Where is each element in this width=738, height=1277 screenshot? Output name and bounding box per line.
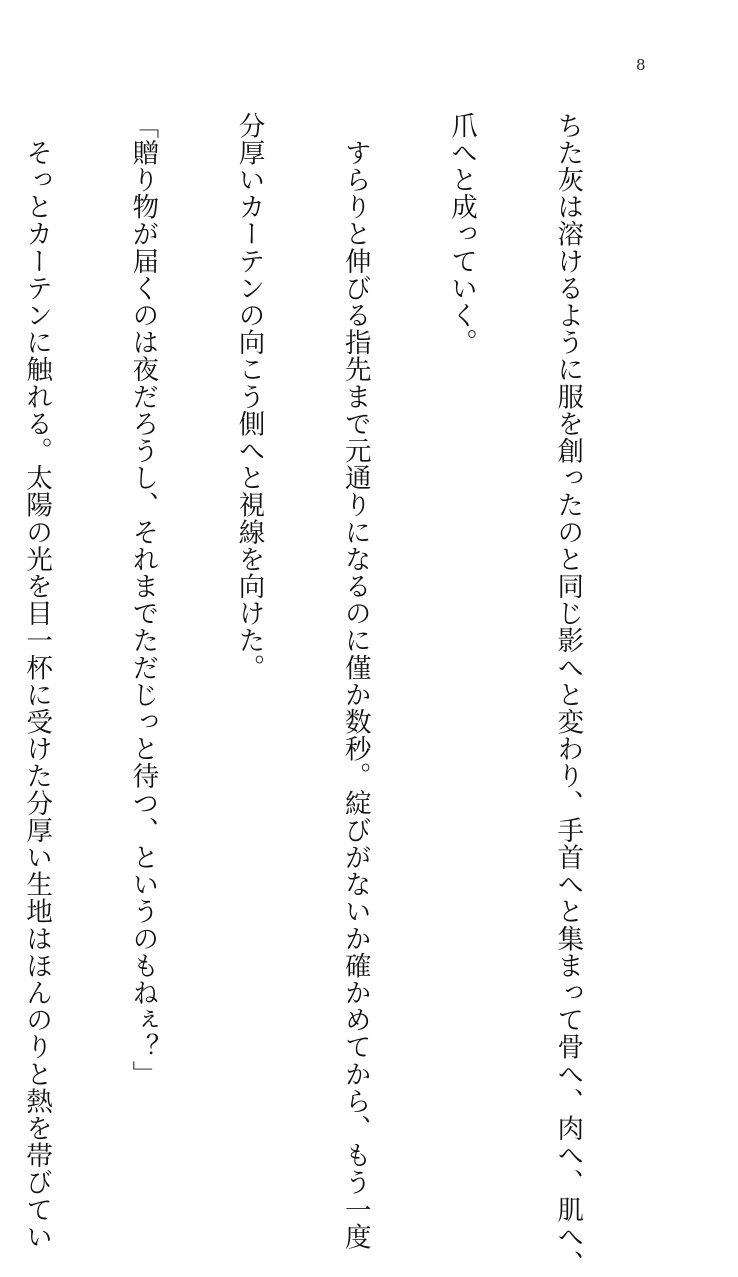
vertical-text-body xyxy=(0,112,656,1277)
text-line: そっとカーテンに触れる。太陽の光を目一杯に受けた分厚い生地はほんのりと熱を帯びてい xyxy=(21,112,53,1251)
text-line: 分厚いカーテンの向こう側へと視線を向けた。 xyxy=(233,112,265,682)
text-line: 「贈り物が届くのは夜だろうし、それまでただじっと待つ、というのもねぇ？」 xyxy=(127,112,159,1088)
text-line: 爪へと成っていく。 xyxy=(445,112,477,356)
text-line: ちた灰は溶けるように服を創ったのと同じ影へと変わり、手首へと集まって骨へ、肉へ、肌へ、 xyxy=(552,112,584,1277)
page-number: 8 xyxy=(636,56,646,74)
text-line: すらりと伸びる指先まで元通りになるのに僅か数秒。綻びがないか確かめてから、もう一度 xyxy=(339,112,371,1251)
